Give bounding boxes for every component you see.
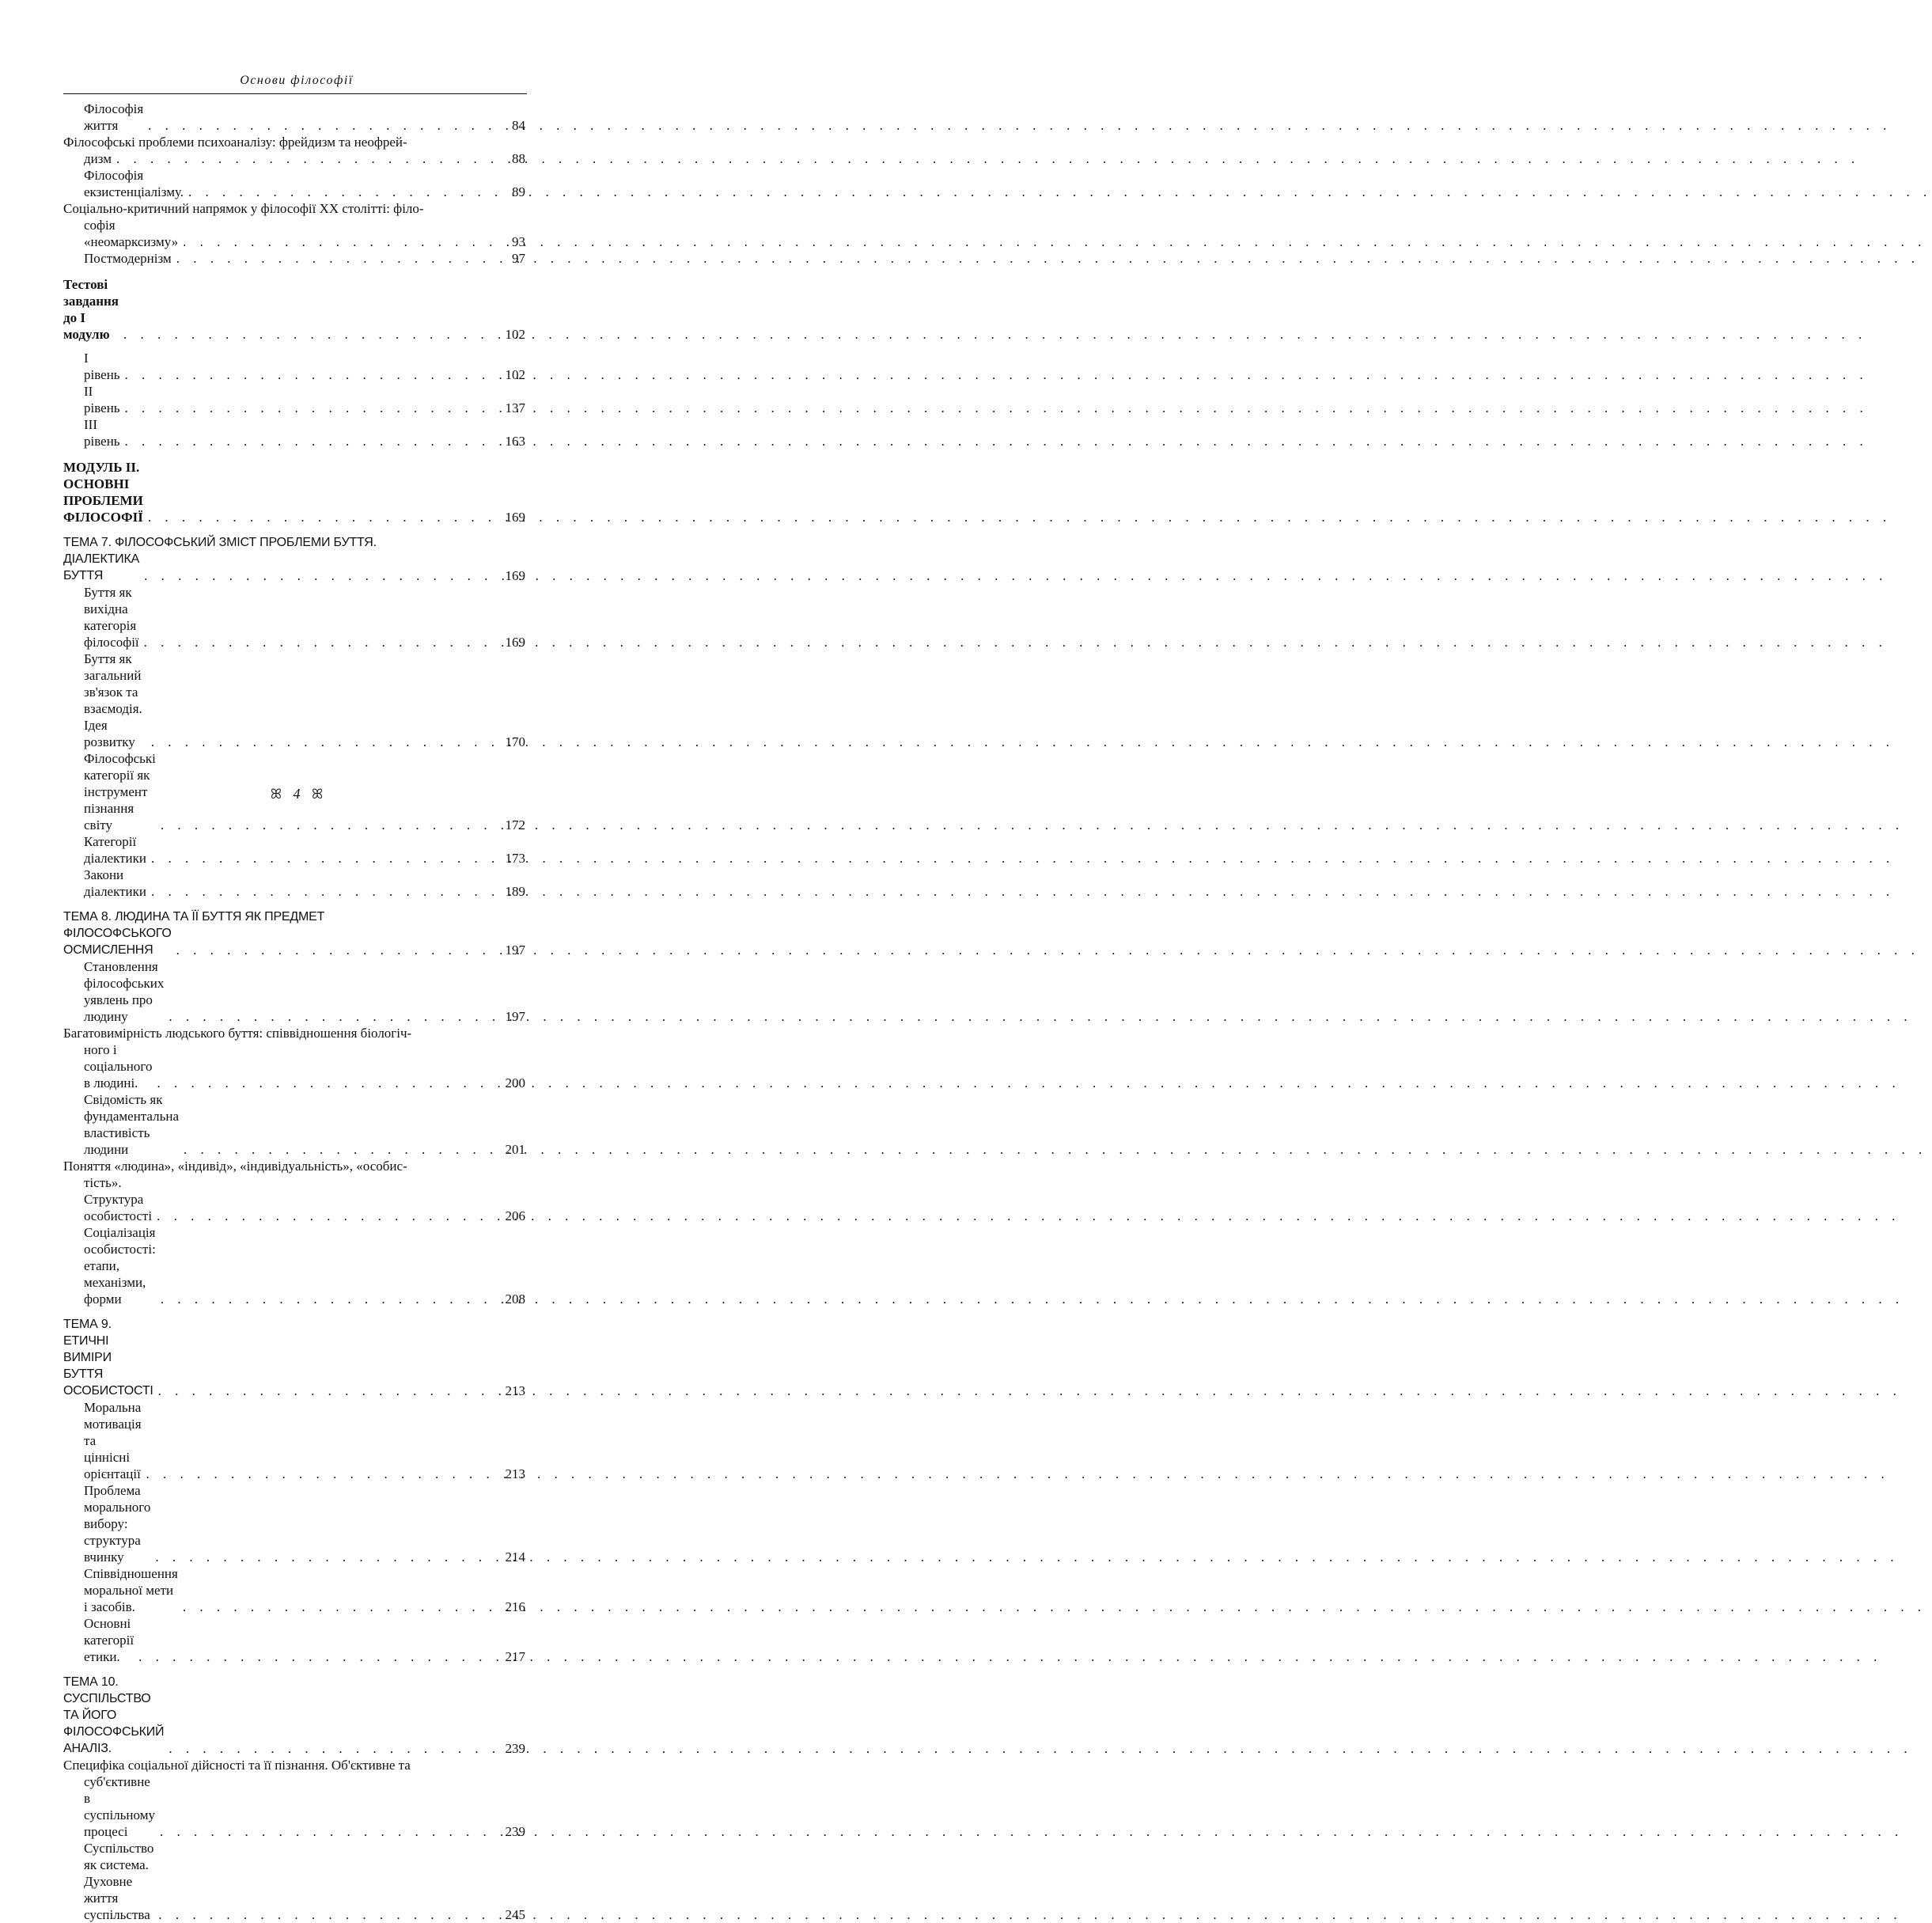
leader-dots bbox=[120, 433, 502, 449]
toc-page-number: 163 bbox=[505, 434, 525, 449]
leader-dots bbox=[152, 1208, 502, 1224]
toc-page-number: 169 bbox=[505, 510, 525, 525]
toc-entry[interactable] bbox=[63, 416, 525, 449]
toc-topic-10[interactable] bbox=[63, 1674, 525, 1757]
header-rule bbox=[63, 93, 527, 94]
toc-entry-title: ІІ рівень bbox=[84, 384, 120, 415]
toc-entry-title: Проблема морального вибору: структура вчинку bbox=[84, 1483, 151, 1565]
toc-entry-title: І рівень bbox=[84, 351, 120, 382]
leader-dots bbox=[143, 117, 509, 134]
toc-topic-8[interactable] bbox=[63, 925, 525, 958]
leader-dots bbox=[120, 400, 502, 416]
toc-entry[interactable] bbox=[63, 217, 525, 250]
leader-dots bbox=[119, 326, 502, 343]
leader-dots bbox=[156, 817, 502, 833]
toc-entry-title: ного і соціального в людині. bbox=[84, 1042, 153, 1090]
toc-entry-title: Основні категорії етики. bbox=[84, 1616, 134, 1664]
toc-entry-first-line: Філософські проблеми психоаналізу: фрейдизм та неофрей- bbox=[63, 135, 407, 150]
toc-page-number: 213 bbox=[505, 1466, 525, 1481]
toc-page-number: 206 bbox=[505, 1208, 525, 1223]
toc-entry[interactable] bbox=[63, 167, 525, 200]
toc-page-number: 93 bbox=[512, 234, 525, 249]
toc-page-number: 239 bbox=[505, 1824, 525, 1839]
toc-page-number: 201 bbox=[505, 1142, 525, 1157]
leader-dots bbox=[153, 1383, 502, 1399]
leader-dots bbox=[152, 1075, 502, 1091]
toc-entry-title: тість». Структура особистості bbox=[84, 1175, 153, 1223]
toc-topic-title-line: ТЕМА 7. ФІЛОСОФСЬКИЙ ЗМІСТ ПРОБЛЕМИ БУТТЯ. bbox=[63, 536, 377, 549]
toc-topic-title: ТЕМА 10. СУСПІЛЬСТВО ТА ЙОГО ФІЛОСОФСЬКИЙ АНАЛІЗ. bbox=[63, 1675, 165, 1755]
toc-entry[interactable] bbox=[63, 1773, 525, 1840]
toc-entry[interactable] bbox=[63, 1615, 525, 1665]
toc-page-number: 217 bbox=[505, 1649, 525, 1664]
toc-entry[interactable] bbox=[63, 1091, 525, 1158]
leader-dots bbox=[155, 1823, 502, 1840]
toc-entry[interactable] bbox=[63, 1840, 525, 1923]
leader-dots bbox=[146, 734, 502, 750]
toc-page-number: 137 bbox=[505, 400, 525, 415]
leader-dots bbox=[178, 1599, 502, 1615]
toc-entry-title: Категорії діалектики bbox=[84, 834, 147, 866]
toc-entry[interactable] bbox=[63, 250, 525, 267]
toc-entry[interactable] bbox=[63, 833, 525, 867]
toc-entry[interactable] bbox=[63, 958, 525, 1025]
toc-page-number: 102 bbox=[505, 367, 525, 382]
toc-entry-first-line: Специфіка соціальної дійсності та її пізнання. Об'єктивне та bbox=[63, 1758, 411, 1773]
toc-page-number: 189 bbox=[505, 884, 525, 899]
toc-entry[interactable] bbox=[63, 350, 525, 383]
toc-topic-7[interactable] bbox=[63, 551, 525, 584]
toc-page-number: 214 bbox=[505, 1549, 525, 1565]
toc-entry-title: Свідомість як фундаментальна властивість людини bbox=[84, 1092, 179, 1157]
ornament-right-icon: ꕤ bbox=[312, 787, 324, 802]
leader-dots bbox=[179, 1141, 502, 1158]
leader-dots bbox=[184, 184, 509, 200]
toc-entry[interactable] bbox=[63, 584, 525, 650]
leader-dots bbox=[172, 250, 509, 267]
toc-page-number: 173 bbox=[505, 851, 525, 866]
toc-page-number: 239 bbox=[505, 1741, 525, 1756]
toc-page-number: 102 bbox=[505, 327, 525, 342]
leader-dots bbox=[172, 942, 502, 958]
toc-entry-title: Соціалізація особистості: етапи, механізми, форми bbox=[84, 1225, 156, 1307]
leader-dots bbox=[178, 233, 509, 250]
toc-section-module2[interactable] bbox=[63, 459, 525, 525]
toc-page-number: 172 bbox=[505, 817, 525, 833]
toc-topic-title: ТЕМА 9. ЕТИЧНІ ВИМІРИ БУТТЯ ОСОБИСТОСТІ bbox=[63, 1318, 153, 1398]
toc-page-number: 169 bbox=[505, 635, 525, 650]
toc-entry-first-line: Поняття «людина», «індивід», «індивідуальність», «особис- bbox=[63, 1159, 407, 1174]
toc-entry[interactable] bbox=[63, 150, 525, 167]
running-header: Основи філософії bbox=[240, 74, 354, 87]
leader-dots bbox=[164, 1008, 502, 1025]
toc-entry-title: Філософські категорії як інструмент пізнання світу bbox=[84, 751, 156, 833]
page-number: 4 bbox=[293, 786, 301, 802]
toc-page-number: 170 bbox=[505, 734, 525, 749]
toc-entry-title: суб'єктивне в суспільному процесі bbox=[84, 1774, 155, 1839]
ornament-left-icon: ꕤ bbox=[270, 787, 282, 802]
toc-section-title: Тестові завдання до І модулю bbox=[63, 277, 119, 342]
toc-entry[interactable] bbox=[63, 1482, 525, 1565]
toc-entry[interactable] bbox=[63, 1174, 525, 1224]
toc-entry-title: Постмодернізм bbox=[84, 251, 172, 266]
toc-page-number: 213 bbox=[505, 1383, 525, 1398]
toc-entry-title: Становлення філософських уявлень про людину bbox=[84, 959, 165, 1024]
page-footer bbox=[0, 786, 593, 802]
toc-entry[interactable] bbox=[63, 650, 525, 750]
leader-dots bbox=[120, 366, 502, 383]
toc-entry[interactable] bbox=[63, 1565, 525, 1615]
toc-page-number: 197 bbox=[505, 1009, 525, 1024]
toc-entry[interactable] bbox=[63, 1224, 525, 1307]
toc-page-number: 169 bbox=[505, 568, 525, 583]
toc-topic-9[interactable] bbox=[63, 1316, 525, 1399]
toc-page-number: 84 bbox=[512, 118, 525, 133]
toc-entry-title: Філософія екзистенціалізму. bbox=[84, 168, 184, 199]
toc-page-number: 245 bbox=[505, 1907, 525, 1922]
toc-entry-title: Буття як вихідна категорія філософії bbox=[84, 585, 139, 650]
toc-entry-title: Закони діалектики bbox=[84, 867, 147, 899]
toc-page-number: 89 bbox=[512, 184, 525, 199]
toc-entry-title: ІІІ рівень bbox=[84, 417, 120, 449]
leader-dots bbox=[153, 1906, 502, 1923]
leader-dots bbox=[143, 509, 502, 525]
toc-topic-title: ДІАЛЕКТИКА БУТТЯ bbox=[63, 552, 140, 582]
leader-dots bbox=[164, 1740, 502, 1757]
toc-page-number: 216 bbox=[505, 1599, 525, 1614]
toc-entry[interactable] bbox=[63, 383, 525, 416]
toc-entry-first-line: Багатовимірність людського буття: співвідношення біологіч- bbox=[63, 1026, 412, 1041]
toc-entry[interactable] bbox=[63, 867, 525, 900]
toc-page-number: 197 bbox=[505, 943, 525, 958]
toc-topic-title-line: ТЕМА 8. ЛЮДИНА ТА ЇЇ БУТТЯ ЯК ПРЕДМЕТ bbox=[63, 910, 325, 924]
toc-section-tests[interactable] bbox=[63, 276, 525, 343]
toc-entry[interactable] bbox=[63, 1041, 525, 1091]
leader-dots bbox=[142, 1466, 502, 1482]
toc-section-title: МОДУЛЬ ІІ. ОСНОВНІ ПРОБЛЕМИ ФІЛОСОФІЇ bbox=[63, 460, 143, 525]
leader-dots bbox=[146, 883, 502, 900]
leader-dots bbox=[139, 567, 502, 584]
toc-page-number: 88 bbox=[512, 151, 525, 166]
leader-dots bbox=[150, 1549, 502, 1565]
toc-entry-title: софія «неомарксизму» bbox=[84, 218, 179, 249]
toc-entry-title: Співвідношення моральної мети і засобів. bbox=[84, 1566, 178, 1614]
toc-topic-title: ФІЛОСОФСЬКОГО ОСМИСЛЕННЯ bbox=[63, 927, 172, 957]
toc-entry[interactable] bbox=[63, 101, 525, 134]
leader-dots bbox=[134, 1648, 502, 1665]
toc-entry-title: Суспільство як система. Духовне життя суспільства bbox=[84, 1841, 154, 1922]
table-of-contents bbox=[63, 101, 525, 1923]
toc-page-number: 97 bbox=[512, 251, 525, 266]
leader-dots bbox=[146, 850, 502, 867]
toc-page-number: 208 bbox=[505, 1291, 525, 1307]
toc-entry-title: Філософія життя bbox=[84, 101, 144, 133]
toc-page-number: 200 bbox=[505, 1075, 525, 1090]
toc-entry-title: Буття як загальний зв'язок та взаємодія. Ідея розвитку bbox=[84, 651, 142, 749]
toc-entry-first-line: Соціально-критичний напрямок у філософії ХХ столітті: філо- bbox=[63, 201, 424, 216]
leader-dots bbox=[139, 634, 502, 650]
toc-entry-title: дизм bbox=[84, 151, 112, 166]
toc-entry-title: Моральна мотивація та ціннісні орієнтації bbox=[84, 1400, 142, 1481]
leader-dots bbox=[156, 1291, 502, 1307]
leader-dots bbox=[112, 150, 509, 167]
toc-entry[interactable] bbox=[63, 1399, 525, 1482]
